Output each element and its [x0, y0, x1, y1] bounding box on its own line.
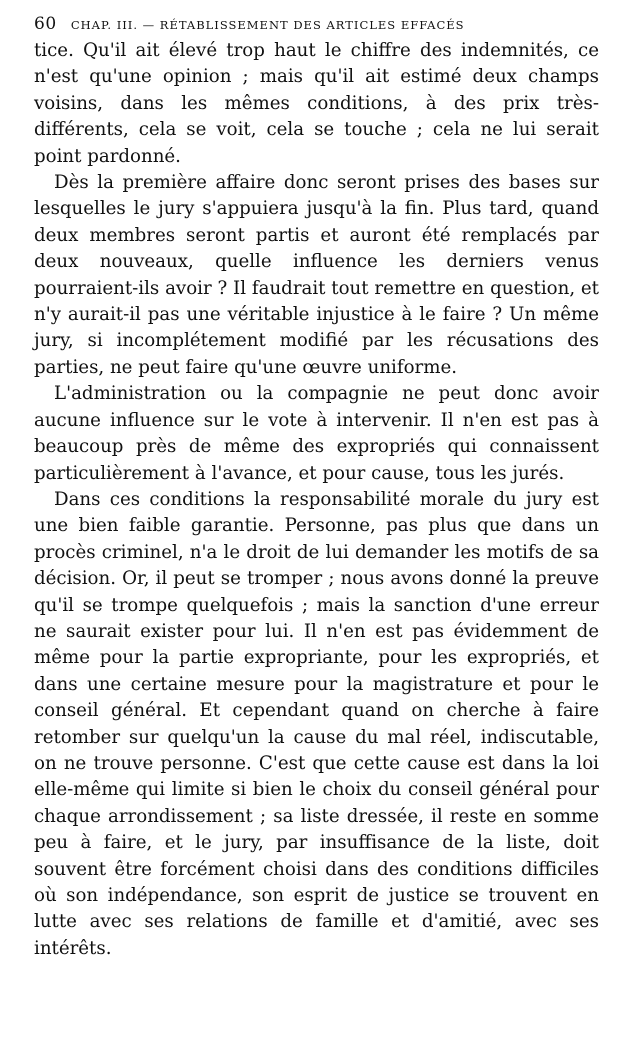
paragraph: Dès la première affaire donc seront prises des bases sur lesquelles le jury s'appuiera jusqu'à la fin. Plus tard, quand deux membres seront partis et auront été remplacés par deux nouveaux, quelle influence les derniers venus pourraient-ils avoir ? Il faudrait tout remettre en question, et n'y aurait-il pas une véritable injustice à le faire ? Un même jury, si incomplétement modifié par les récusations des parties, ne peut faire qu'une œuvre uniforme.: [34, 172, 599, 378]
paragraph: Dans ces conditions la responsabilité morale du jury est une bien faible garantie. Personne, pas plus que dans un procès criminel, n'a le droit de lui demander les motifs de sa décision. Or, il peut se tromper ; nous avons donné la preuve qu'il se trompe quelquefois ; mais la sanction d'une erreur ne saurait exister pour lui. Il n'en est pas évidemment de même pour la partie expropriante, pour les expropriés, et dans une certaine mesure pour la magistrature et pour le conseil général. Et cependant quand on cherche à faire retomber sur quelqu'un la cause du mal réel, indiscutable, on ne trouve personne. C'est que cette cause est dans la loi elle-même qui limite si bien le choix du conseil général pour chaque arrondissement ; sa liste dressée, il reste en somme peu à faire, et le jury, par insuffisance de la liste, doit souvent être forcément choisi dans des conditions difficiles où son indépendance, son esprit de justice se trouvent en lutte avec ses relations de famille et d'amitié, avec ses intérêts.: [34, 488, 599, 959]
body-text: [34, 38, 599, 962]
page-number: 60: [34, 14, 57, 34]
paragraph: L'administration ou la compagnie ne peut donc avoir aucune influence sur le vote à intervenir. Il n'en est pas à beaucoup près de même des expropriés qui connaissent particulièrement à l'avance, et pour cause, tous les jurés.: [34, 383, 599, 484]
paragraph-continued: tice. Qu'il ait élevé trop haut le chiffre des indemnités, ce n'est qu'une opinion ; mais qu'il ait estimé deux champs voisins, dans les mêmes conditions, à des prix très-différents, cela se voit, cela se touche ; cela ne lui serait point pardonné.: [34, 40, 599, 167]
running-head: [34, 14, 599, 38]
running-head-title: CHAP. III. — RÉTABLISSEMENT DES ARTICLES EFFACÉS: [70, 18, 465, 32]
